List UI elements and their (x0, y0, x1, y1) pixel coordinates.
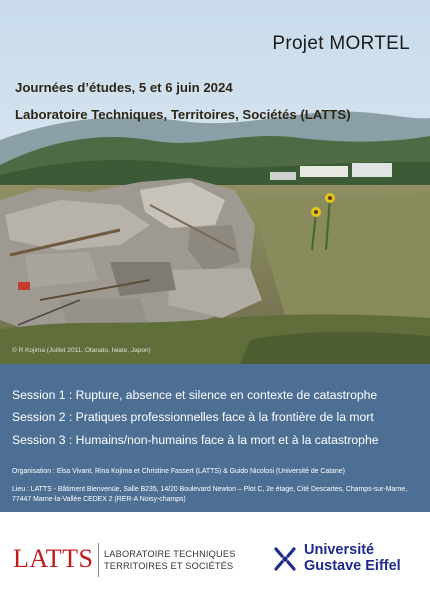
latts-logo: LATTS (13, 544, 94, 573)
session-2: Session 2 : Pratiques professionnelles face à la frontière de la mort (12, 410, 374, 424)
session-1: Session 1 : Rupture, absence et silence en contexte de catastrophe (12, 388, 378, 402)
latts-name-line2: TERRITOIRES ET SOCIÉTÉS (104, 561, 234, 571)
latts-full-name (104, 548, 236, 572)
session-3: Session 3 : Humains/non-humains face à la mort et à la catastrophe (12, 433, 379, 447)
location-text: Lieu : LATTS - Bâtiment Bienvenüe, Salle B235, 14/20 Boulevard Newton – Plot C, 2e étage, Cité Descartes, Champs-sur-Marne, 77447 Marne-la-Vallée CEDEX 2 (RER-A Noisy-champs) (12, 486, 408, 503)
uge-name (304, 542, 401, 574)
photo-credit: © R Kojima (Juillet 2011, Otanato, Iwate, Japon) (12, 347, 151, 354)
latts-name-line1: LABORATOIRE TECHNIQUES (104, 549, 236, 559)
project-title: Projet MORTEL (272, 33, 410, 54)
organisation-text: Organisation : Elsa Vivant, Rina Kojima et Christine Fassert (LATTS) & Guido Nicolosi (Université de Catane) (12, 468, 345, 475)
sessions-band (0, 364, 430, 512)
event-dates: Journées d’études, 5 et 6 juin 2024 (15, 80, 233, 95)
uge-logo-mark-icon (270, 544, 300, 574)
latts-divider (98, 543, 99, 577)
logo-footer (0, 512, 430, 604)
uge-name-line2: Gustave Eiffel (304, 558, 401, 574)
event-organizer: Laboratoire Techniques, Territoires, Sociétés (LATTS) (15, 107, 351, 122)
uge-name-line1: Université (304, 542, 375, 558)
